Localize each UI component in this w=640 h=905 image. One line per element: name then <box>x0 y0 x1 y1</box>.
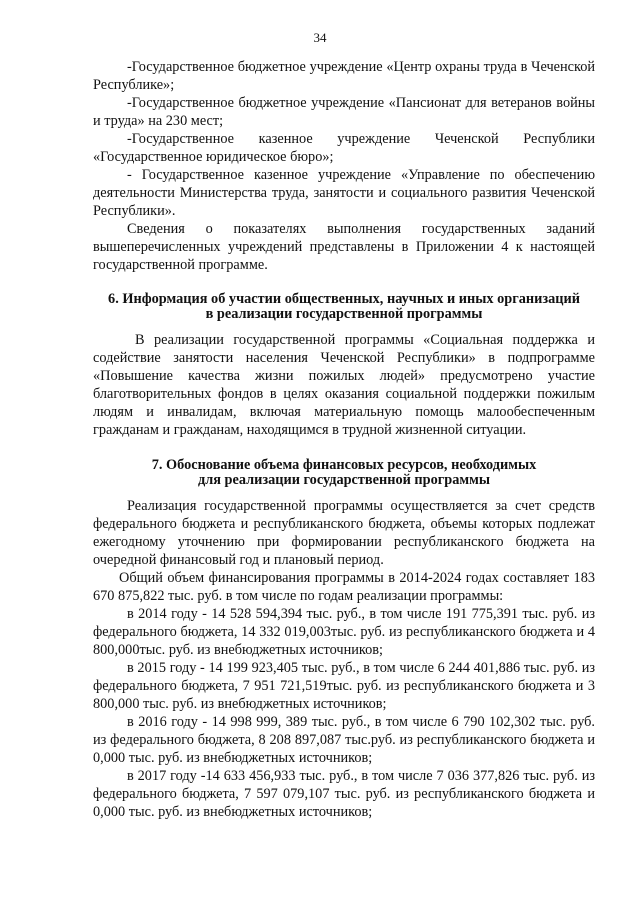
year-2016-financing: в 2016 году - 14 998 999, 389 тыс. руб., в том числе 6 790 102,302 тыс. руб. из федерального бюджета, 8 208 897,087 тыс.руб. из республиканского бюджета и 0,000 тыс. руб. из внебюджетных источников; <box>93 714 595 766</box>
section-6-heading-line-2: в реализации государственной программы <box>205 306 483 322</box>
section-6-text: В реализации государственной программы «Социальная поддержка и содействие занятости населения Чеченской Республики» в подпрограмме «Повышение качества жизни пожилых людей» предусмотрено участие благотворительных фондов в целях оказания социальной поддержки пожилым людям и инвалидам, включая материальную помощь малообеспеченным гражданам и гражданам, находящимся в трудной жизненной ситуации. <box>93 332 595 438</box>
year-2017-financing: в 2017 году -14 633 456,933 тыс. руб., в том числе 7 036 377,826 тыс. руб. из федерального бюджета, 7 597 079,107 тыс. руб. из республиканского бюджета и 0,000 тыс. руб. из внебюджетных источников; <box>93 768 595 820</box>
financing-sources-paragraph: Реализация государственной программы осуществляется за счет средств федерального бюджета и республиканского бюджета, объемы которых подлежат ежегодному уточнению при формировании республиканского бюджета на очередной финансовый год и плановый период. <box>93 498 595 568</box>
institution-item-2: -Государственное бюджетное учреждение «Пансионат для ветеранов войны и труда» на 230 мест; <box>93 95 595 129</box>
page-content <box>93 58 595 821</box>
section-7-heading-line-1: 7. Обоснование объема финансовых ресурсов, необходимых <box>151 457 537 473</box>
total-financing-paragraph: Общий объем финансирования программы в 2014-2024 годах составляет 183 670 875,822 тыс. руб. в том числе по годам реализации программы: <box>93 570 595 604</box>
state-assignments-note: Сведения о показателях выполнения государственных заданий вышеперечисленных учреждений представлены в Приложении 4 к настоящей государственной программе. <box>93 221 595 273</box>
page-number: 34 <box>313 30 327 45</box>
section-6-heading <box>93 292 595 322</box>
year-2014-financing: в 2014 году - 14 528 594,394 тыс. руб., в том числе 191 775,391 тыс. руб. из федерального бюджета, 14 332 019,003тыс. руб. из республиканского бюджета и 4 800,000тыс. руб. из внебюджетных источников; <box>93 606 595 658</box>
institution-item-3: -Государственное казенное учреждение Чеченской Республики «Государственное юридическое бюро»; <box>93 131 595 165</box>
institution-item-1: -Государственное бюджетное учреждение «Центр охраны труда в Чеченской Республике»; <box>93 59 595 93</box>
year-2015-financing: в 2015 году - 14 199 923,405 тыс. руб., в том числе 6 244 401,886 тыс. руб. из федерального бюджета, 7 951 721,519тыс. руб. из республиканского бюджета и 3 800,000 тыс. руб. из внебюджетных источников; <box>93 660 595 712</box>
section-7-heading-line-2: для реализации государственной программы <box>197 472 491 488</box>
institution-item-4: - Государственное казенное учреждение «Управление по обеспечению деятельности Министерства труда, занятости и социального развития Чеченской Республики». <box>93 167 595 219</box>
section-6-heading-line-1: 6. Информация об участии общественных, научных и иных организаций <box>108 291 580 307</box>
section-7-heading <box>93 458 595 488</box>
